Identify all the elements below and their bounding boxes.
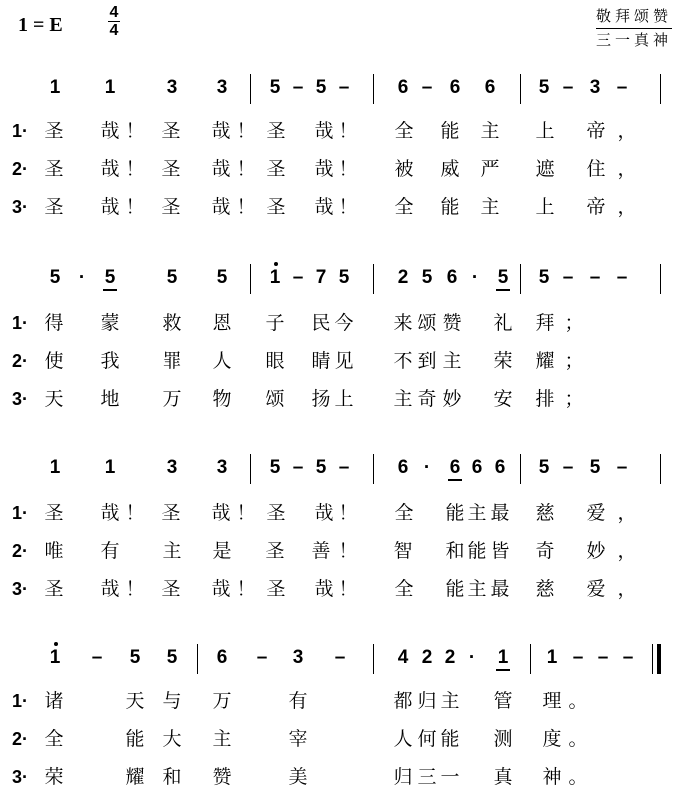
lyric-char: 全 [394, 578, 414, 600]
lyric-char: ！ [236, 196, 256, 218]
lyric-char: 耀 [535, 350, 555, 372]
lyric-char: 上 [334, 388, 354, 410]
lyric-char: 圣 [44, 120, 64, 142]
verse-number: 1· [12, 121, 29, 141]
bar-line [520, 74, 521, 104]
lyric-char: 荣 [44, 766, 64, 788]
lyric-char: 和 [445, 540, 465, 562]
meter-top: 4 [109, 4, 119, 21]
lyric-char: 帝 [586, 120, 606, 142]
lyric-char: 圣 [161, 502, 181, 524]
note: 1 [546, 647, 558, 668]
lyric-char: 人 [212, 350, 232, 372]
lyric-char: ； [564, 312, 584, 334]
lyric-char: 主 [467, 578, 487, 600]
lyric-char: ！ [338, 196, 358, 218]
lyric-char: 一 [440, 766, 460, 788]
lyric-char: 礼 [493, 312, 513, 334]
lyric-char: 到 [417, 350, 437, 372]
lyric-char: 得 [44, 312, 64, 334]
lyric-char: 主 [480, 120, 500, 142]
lyric-char: 奇 [417, 388, 437, 410]
note: 5 [589, 457, 601, 478]
note: – [622, 647, 634, 668]
lyric-char: 被 [394, 158, 414, 180]
bar-line [660, 454, 661, 484]
time-signature [106, 4, 122, 39]
note: 3 [166, 77, 178, 98]
lyric-char: 赞 [442, 312, 462, 334]
note: 5 [269, 457, 281, 478]
lyric-char: ！ [236, 578, 256, 600]
lyric-char: 妙 [442, 388, 462, 410]
lyric-char: 圣 [266, 502, 286, 524]
lyric-char: 睛 [311, 350, 331, 372]
lyric-char: ， [617, 196, 637, 218]
lyric-char: ！ [338, 540, 358, 562]
lyric-char: 主 [162, 540, 182, 562]
lyric-char: 哉 [211, 120, 231, 142]
note: – [292, 457, 304, 478]
lyric-char: 全 [44, 728, 64, 750]
note: 6 [446, 267, 458, 288]
lyric-char: 宰 [288, 728, 308, 750]
lyric-char: ； [564, 350, 584, 372]
lyric-char: 何 [417, 728, 437, 750]
lyric-char: 哉 [100, 578, 120, 600]
hymn-credits [596, 6, 672, 51]
note: 5 [129, 647, 141, 668]
note: 5 [315, 457, 327, 478]
lyric-char: 上 [535, 120, 555, 142]
note: – [338, 77, 350, 98]
lyric-char: 住 [586, 158, 606, 180]
lyric-char: 排 [535, 388, 555, 410]
music-row [0, 645, 682, 673]
lyric-char: 安 [493, 388, 513, 410]
lyric-char: ！ [125, 120, 145, 142]
lyric-char: 圣 [44, 578, 64, 600]
lyric-char: 。 [568, 766, 588, 788]
lyric-char: 哉 [100, 502, 120, 524]
lyric-char: 度 [542, 728, 562, 750]
note: 2 [397, 267, 409, 288]
lyric-line [0, 763, 682, 793]
bar-line [660, 264, 661, 294]
lyric-char: 哉 [314, 158, 334, 180]
bar-line [250, 264, 251, 294]
lyric-char: 全 [394, 120, 414, 142]
bar-line [373, 74, 374, 104]
note: 6 [449, 77, 461, 98]
lyric-char: 主 [393, 388, 413, 410]
note: 3 [216, 77, 228, 98]
note: – [616, 77, 628, 98]
note: 5 [538, 457, 550, 478]
lyric-char: 哉 [314, 196, 334, 218]
lyric-char: 有 [288, 690, 308, 712]
verse-number: 1· [12, 503, 29, 523]
lyric-char: 能 [125, 728, 145, 750]
lyric-char: 诸 [44, 690, 64, 712]
lyric-char: 与 [162, 690, 182, 712]
high-octave-dot [274, 262, 278, 266]
final-bar-thin [652, 644, 653, 674]
lyric-char: 子 [265, 312, 285, 334]
lyric-char: 全 [394, 502, 414, 524]
lyric-char: 妙 [586, 540, 606, 562]
lyric-char: 哉 [211, 158, 231, 180]
lyric-line [0, 117, 682, 147]
note: 5 [338, 267, 350, 288]
lyric-char: 不 [393, 350, 413, 372]
note: – [338, 457, 350, 478]
lyric-char: 都 [393, 690, 413, 712]
note: 6 [216, 647, 228, 668]
lyric-char: 见 [334, 350, 354, 372]
lyric-char: 圣 [161, 120, 181, 142]
lyric-line [0, 575, 682, 605]
lyric-char: 归 [417, 690, 437, 712]
lyric-char: 主 [212, 728, 232, 750]
lyric-char: 蒙 [100, 312, 120, 334]
lyric-char: 唯 [44, 540, 64, 562]
note: 5 [49, 267, 61, 288]
lyric-char: ！ [236, 120, 256, 142]
lyric-char: 严 [480, 158, 500, 180]
lyric-char: 耀 [125, 766, 145, 788]
verse-number: 1· [12, 313, 29, 333]
lyric-char: 今 [334, 312, 354, 334]
lyric-char: 遮 [535, 158, 555, 180]
lyric-char: 全 [394, 196, 414, 218]
note: 6 [397, 457, 409, 478]
verse-number: 3· [12, 767, 29, 787]
lyric-char: 圣 [266, 578, 286, 600]
lyric-char: 颂 [417, 312, 437, 334]
lyric-char: 万 [212, 690, 232, 712]
music-row [0, 455, 682, 483]
lyric-char: 救 [162, 312, 182, 334]
note: 5 [538, 77, 550, 98]
note: 5 [315, 77, 327, 98]
lyric-char: 测 [493, 728, 513, 750]
verse-number: 2· [12, 351, 29, 371]
lyric-char: ， [617, 120, 637, 142]
lyric-char: 三 [417, 766, 437, 788]
note: 5 [538, 267, 550, 288]
lyric-char: 人 [393, 728, 413, 750]
note: – [589, 267, 601, 288]
lyric-char: 圣 [266, 158, 286, 180]
verse-number: 1· [12, 691, 29, 711]
note: 5 [493, 265, 513, 291]
lyric-char: 上 [535, 196, 555, 218]
lyric-char: 哉 [314, 502, 334, 524]
meter-bottom: 4 [109, 22, 119, 39]
note: 5 [269, 77, 281, 98]
lyric-char: 奇 [535, 540, 555, 562]
lyric-char: ！ [125, 502, 145, 524]
note: 1 [49, 457, 61, 478]
note: 6 [397, 77, 409, 98]
lyric-char: ！ [338, 578, 358, 600]
lyric-char: 哉 [100, 196, 120, 218]
lyric-char: ！ [338, 158, 358, 180]
lyric-char: 物 [212, 388, 232, 410]
lyric-char: 慈 [535, 502, 555, 524]
note: 1 [104, 457, 116, 478]
lyric-line [0, 687, 682, 717]
lyric-char: 天 [125, 690, 145, 712]
lyric-char: 主 [480, 196, 500, 218]
note: 1 [493, 645, 513, 671]
lyric-char: ， [617, 502, 637, 524]
lyric-line [0, 193, 682, 223]
lyric-char: 是 [212, 540, 232, 562]
lyric-char: 理 [542, 690, 562, 712]
music-row [0, 75, 682, 103]
verse-number: 3· [12, 197, 29, 217]
note: – [334, 647, 346, 668]
note: 5 [421, 267, 433, 288]
bar-line [520, 454, 521, 484]
lyric-char: 哉 [211, 502, 231, 524]
lyric-char: 圣 [266, 120, 286, 142]
note: 1 [49, 77, 61, 98]
bar-line [197, 644, 198, 674]
note: 2 [421, 647, 433, 668]
hymn-title: 敬拜颂赞 [595, 7, 672, 25]
lyric-char: 我 [100, 350, 120, 372]
note: 6 [484, 77, 496, 98]
lyric-char: 最 [490, 502, 510, 524]
note: 1 [45, 645, 65, 671]
bar-line [660, 74, 661, 104]
lyric-char: 。 [568, 728, 588, 750]
bar-line [373, 644, 374, 674]
note: – [292, 77, 304, 98]
lyric-char: 帝 [586, 196, 606, 218]
lyric-char: 眼 [265, 350, 285, 372]
note: · [468, 647, 476, 668]
note: 3 [292, 647, 304, 668]
lyric-char: 拜 [535, 312, 555, 334]
hymn-subtitle: 三一真神 [595, 31, 672, 49]
note: 5 [166, 647, 178, 668]
lyric-line [0, 309, 682, 339]
lyric-char: 扬 [311, 388, 331, 410]
note: 4 [397, 647, 409, 668]
lyric-char: 赞 [212, 766, 232, 788]
note: – [616, 457, 628, 478]
bar-line [373, 454, 374, 484]
lyric-char: 。 [568, 690, 588, 712]
bar-line [520, 264, 521, 294]
lyric-char: 大 [162, 728, 182, 750]
lyric-char: 爱 [586, 502, 606, 524]
verse-number: 2· [12, 159, 29, 179]
note: 3 [216, 457, 228, 478]
high-octave-dot [54, 642, 58, 646]
lyric-char: ！ [125, 196, 145, 218]
lyric-char: 能 [440, 120, 460, 142]
note: – [421, 77, 433, 98]
note: 2 [444, 647, 456, 668]
lyric-char: ！ [338, 120, 358, 142]
note: – [562, 267, 574, 288]
note: 5 [216, 267, 228, 288]
lyric-char: 管 [493, 690, 513, 712]
lyric-char: 圣 [266, 196, 286, 218]
lyric-char: 有 [100, 540, 120, 562]
lyric-char: ， [617, 540, 637, 562]
lyric-line [0, 155, 682, 185]
lyric-char: 主 [467, 502, 487, 524]
lyric-char: 哉 [100, 120, 120, 142]
note: – [562, 77, 574, 98]
lyric-char: 使 [44, 350, 64, 372]
note: 7 [315, 267, 327, 288]
note: – [562, 457, 574, 478]
lyric-char: 圣 [44, 196, 64, 218]
note: – [616, 267, 628, 288]
lyric-char: 恩 [212, 312, 232, 334]
note: 5 [100, 265, 120, 291]
note: – [292, 267, 304, 288]
verse-number: 2· [12, 541, 29, 561]
note: – [597, 647, 609, 668]
lyric-char: 善 [311, 540, 331, 562]
lyric-char: 威 [440, 158, 460, 180]
lyric-char: 最 [490, 578, 510, 600]
lyric-char: 能 [440, 728, 460, 750]
lyric-line [0, 499, 682, 529]
lyric-char: 罪 [162, 350, 182, 372]
lyric-char: 能 [445, 578, 465, 600]
note: 6 [471, 457, 483, 478]
lyric-char: 民 [311, 312, 331, 334]
lyric-char: 美 [288, 766, 308, 788]
verse-number: 3· [12, 389, 29, 409]
lyric-char: 爱 [586, 578, 606, 600]
bar-line [373, 264, 374, 294]
bar-line [250, 454, 251, 484]
lyric-line [0, 537, 682, 567]
lyric-line [0, 347, 682, 377]
lyric-char: ， [617, 158, 637, 180]
lyric-char: 慈 [535, 578, 555, 600]
lyric-char: 圣 [44, 502, 64, 524]
lyric-char: 圣 [161, 158, 181, 180]
lyric-char: ， [617, 578, 637, 600]
lyric-char: ！ [236, 502, 256, 524]
lyric-char: 颂 [265, 388, 285, 410]
lyric-char: ！ [338, 502, 358, 524]
bar-line [250, 74, 251, 104]
lyric-char: 哉 [211, 578, 231, 600]
music-row [0, 265, 682, 293]
note: · [423, 457, 431, 478]
lyric-char: 主 [442, 350, 462, 372]
lyric-char: ！ [125, 158, 145, 180]
lyric-char: 圣 [161, 578, 181, 600]
lyric-char: 能 [440, 196, 460, 218]
lyric-char: 哉 [314, 120, 334, 142]
lyric-char: 智 [393, 540, 413, 562]
note: · [471, 267, 479, 288]
lyric-char: 能 [445, 502, 465, 524]
lyric-char: 皆 [490, 540, 510, 562]
lyric-char: 真 [493, 766, 513, 788]
lyric-char: 万 [162, 388, 182, 410]
key-signature: 1 = E [18, 14, 63, 36]
lyric-char: 哉 [314, 578, 334, 600]
lyric-char: 圣 [265, 540, 285, 562]
note: 3 [589, 77, 601, 98]
note: 6 [494, 457, 506, 478]
note: 6 [445, 455, 465, 481]
lyric-char: 圣 [161, 196, 181, 218]
lyric-char: 归 [393, 766, 413, 788]
lyric-line [0, 385, 682, 415]
bar-line [530, 644, 531, 674]
verse-number: 2· [12, 729, 29, 749]
note: · [78, 267, 86, 288]
lyric-char: 荣 [493, 350, 513, 372]
credits-divider [596, 28, 672, 29]
lyric-line [0, 725, 682, 755]
note: 3 [166, 457, 178, 478]
lyric-char: 哉 [211, 196, 231, 218]
final-bar-thick [657, 644, 661, 674]
note: 1 [265, 265, 285, 291]
lyric-char: 哉 [100, 158, 120, 180]
lyric-char: 圣 [44, 158, 64, 180]
lyric-char: 天 [44, 388, 64, 410]
verse-number: 3· [12, 579, 29, 599]
lyric-char: 神 [542, 766, 562, 788]
note: – [572, 647, 584, 668]
lyric-char: 和 [162, 766, 182, 788]
note: – [91, 647, 103, 668]
note: 1 [104, 77, 116, 98]
lyric-char: 主 [440, 690, 460, 712]
note: – [256, 647, 268, 668]
lyric-char: 能 [467, 540, 487, 562]
lyric-char: ！ [236, 158, 256, 180]
lyric-char: 来 [393, 312, 413, 334]
lyric-char: ； [564, 388, 584, 410]
lyric-char: 地 [100, 388, 120, 410]
note: 5 [166, 267, 178, 288]
lyric-char: ！ [125, 578, 145, 600]
